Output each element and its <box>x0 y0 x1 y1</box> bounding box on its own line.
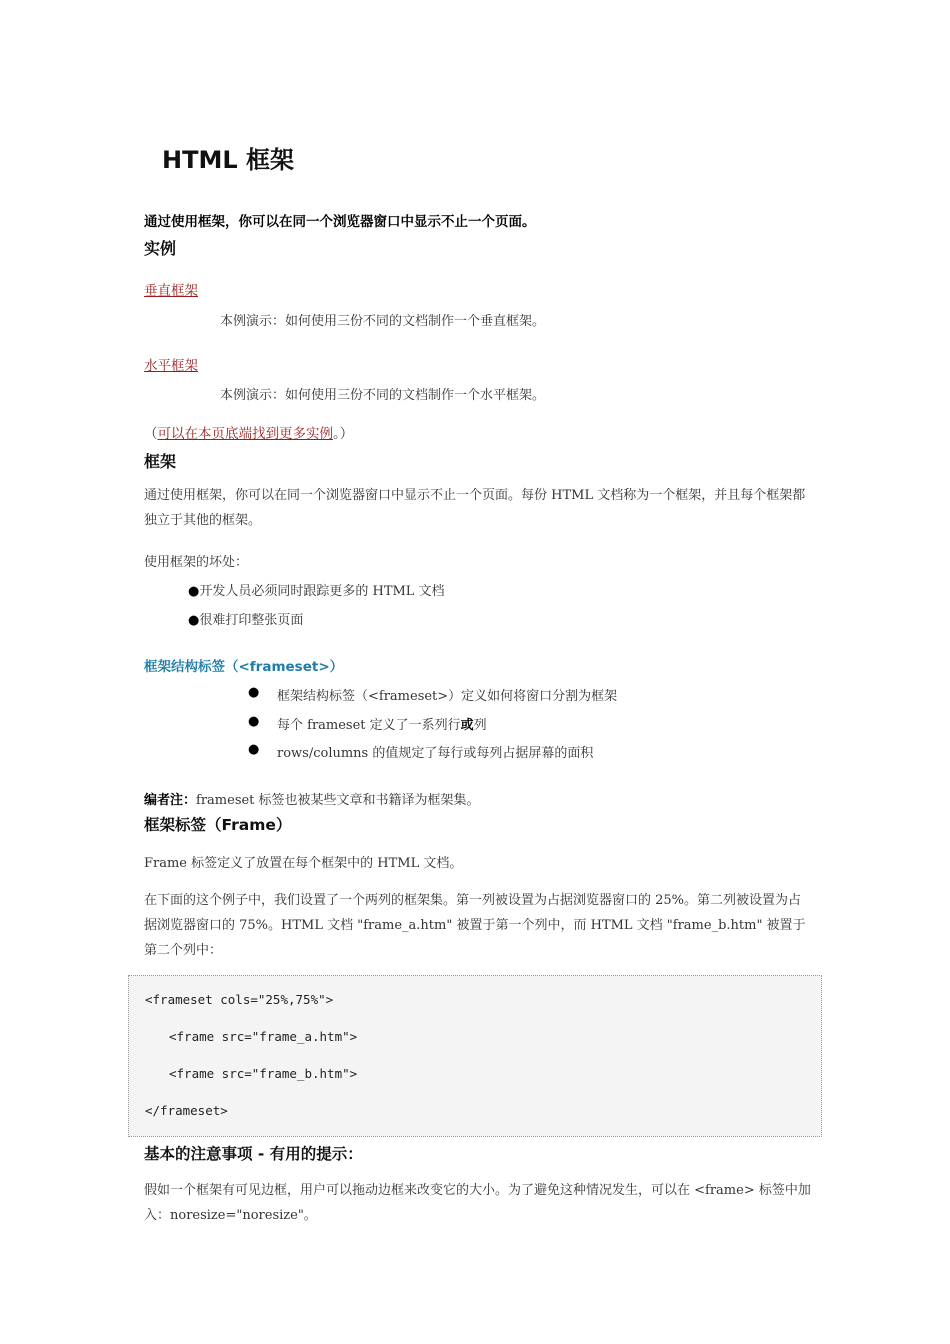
more-examples-note <box>144 422 353 442</box>
frameset-item: 框架结构标签（<frameset>）定义如何将窗口分割为框架 <box>277 689 618 704</box>
frameset-item-post: 列 <box>473 718 487 733</box>
tips-paragraph: 假如一个框架有可见边框，用户可以拖动边框来改变它的大小。为了避免这种情况发生，可以在 <frame> 标签中加入：noresize="noresize"。 <box>144 1183 811 1223</box>
disadvantage-text: 很难打印整张页面 <box>199 613 304 628</box>
code-line: <frame src="frame_b.htm"> <box>169 1066 358 1081</box>
more-examples-link[interactable]: 可以在本页底端找到更多实例 <box>157 426 333 442</box>
frames-paragraph: 通过使用框架，你可以在同一个浏览器窗口中显示不止一个页面。每份 HTML 文档称为一个框架，并且每个框架都独立于其他的框架。 <box>144 488 806 528</box>
editor-note-text: frameset 标签也被某些文章和书籍译为框架集。 <box>196 793 480 808</box>
bullet-icon: ● <box>248 742 260 757</box>
frameset-item-bold: 或 <box>460 718 474 733</box>
code-block <box>128 975 822 1137</box>
frame-tag-paragraph: Frame 标签定义了放置在每个框架中的 HTML 文档。 <box>144 856 463 871</box>
frameset-heading: 框架结构标签（<frameset>） <box>144 659 344 675</box>
frameset-item <box>277 714 487 733</box>
tips-heading: 基本的注意事项 - 有用的提示： <box>144 1145 363 1163</box>
editor-note <box>144 789 480 808</box>
example-desc-vertical: 本例演示：如何使用三份不同的文档制作一个垂直框架。 <box>220 314 546 329</box>
bullet-icon: ● <box>188 613 200 628</box>
page-title: HTML 框架 <box>162 146 294 174</box>
disadvantages-label: 使用框架的坏处： <box>144 555 249 570</box>
examples-heading: 实例 <box>144 239 177 258</box>
frames-heading: 框架 <box>144 452 177 471</box>
more-prefix: （ <box>144 426 158 442</box>
bullet-icon: ● <box>248 685 260 700</box>
bullet-icon: ● <box>248 714 260 729</box>
frame-tag-heading: 框架标签（Frame） <box>144 816 292 834</box>
example-link-vertical[interactable]: 垂直框架 <box>144 283 198 299</box>
frame-example-paragraph: 在下面的这个例子中，我们设置了一个两列的框架集。第一列被设置为占据浏览器窗口的 25%。第二列被设置为占据浏览器窗口的 75%。HTML 文档 "frame_a.htm" 被置于第一个列中，而 HTML 文档 "frame_b.htm" 被置于第二个列中： <box>144 893 806 958</box>
code-line: </frameset> <box>145 1103 228 1118</box>
code-line: <frame src="frame_a.htm"> <box>169 1029 358 1044</box>
example-link-horizontal[interactable]: 水平框架 <box>144 358 198 374</box>
example-desc-horizontal: 本例演示：如何使用三份不同的文档制作一个水平框架。 <box>220 388 546 403</box>
disadvantage-text: 开发人员必须同时跟踪更多的 HTML 文档 <box>199 584 445 599</box>
intro-text: 通过使用框架，你可以在同一个浏览器窗口中显示不止一个页面。 <box>144 214 536 230</box>
code-line: <frameset cols="25%,75%"> <box>145 992 334 1007</box>
bullet-icon: ● <box>188 584 200 599</box>
disadvantage-item <box>188 609 303 628</box>
editor-note-label: 编者注： <box>144 793 197 808</box>
frameset-item-pre: 每个 frameset 定义了一系列行 <box>277 718 461 733</box>
frameset-item: rows/columns 的值规定了每行或每列占据屏幕的面积 <box>277 746 594 761</box>
more-suffix: 。） <box>333 426 354 442</box>
disadvantage-item <box>188 580 445 599</box>
